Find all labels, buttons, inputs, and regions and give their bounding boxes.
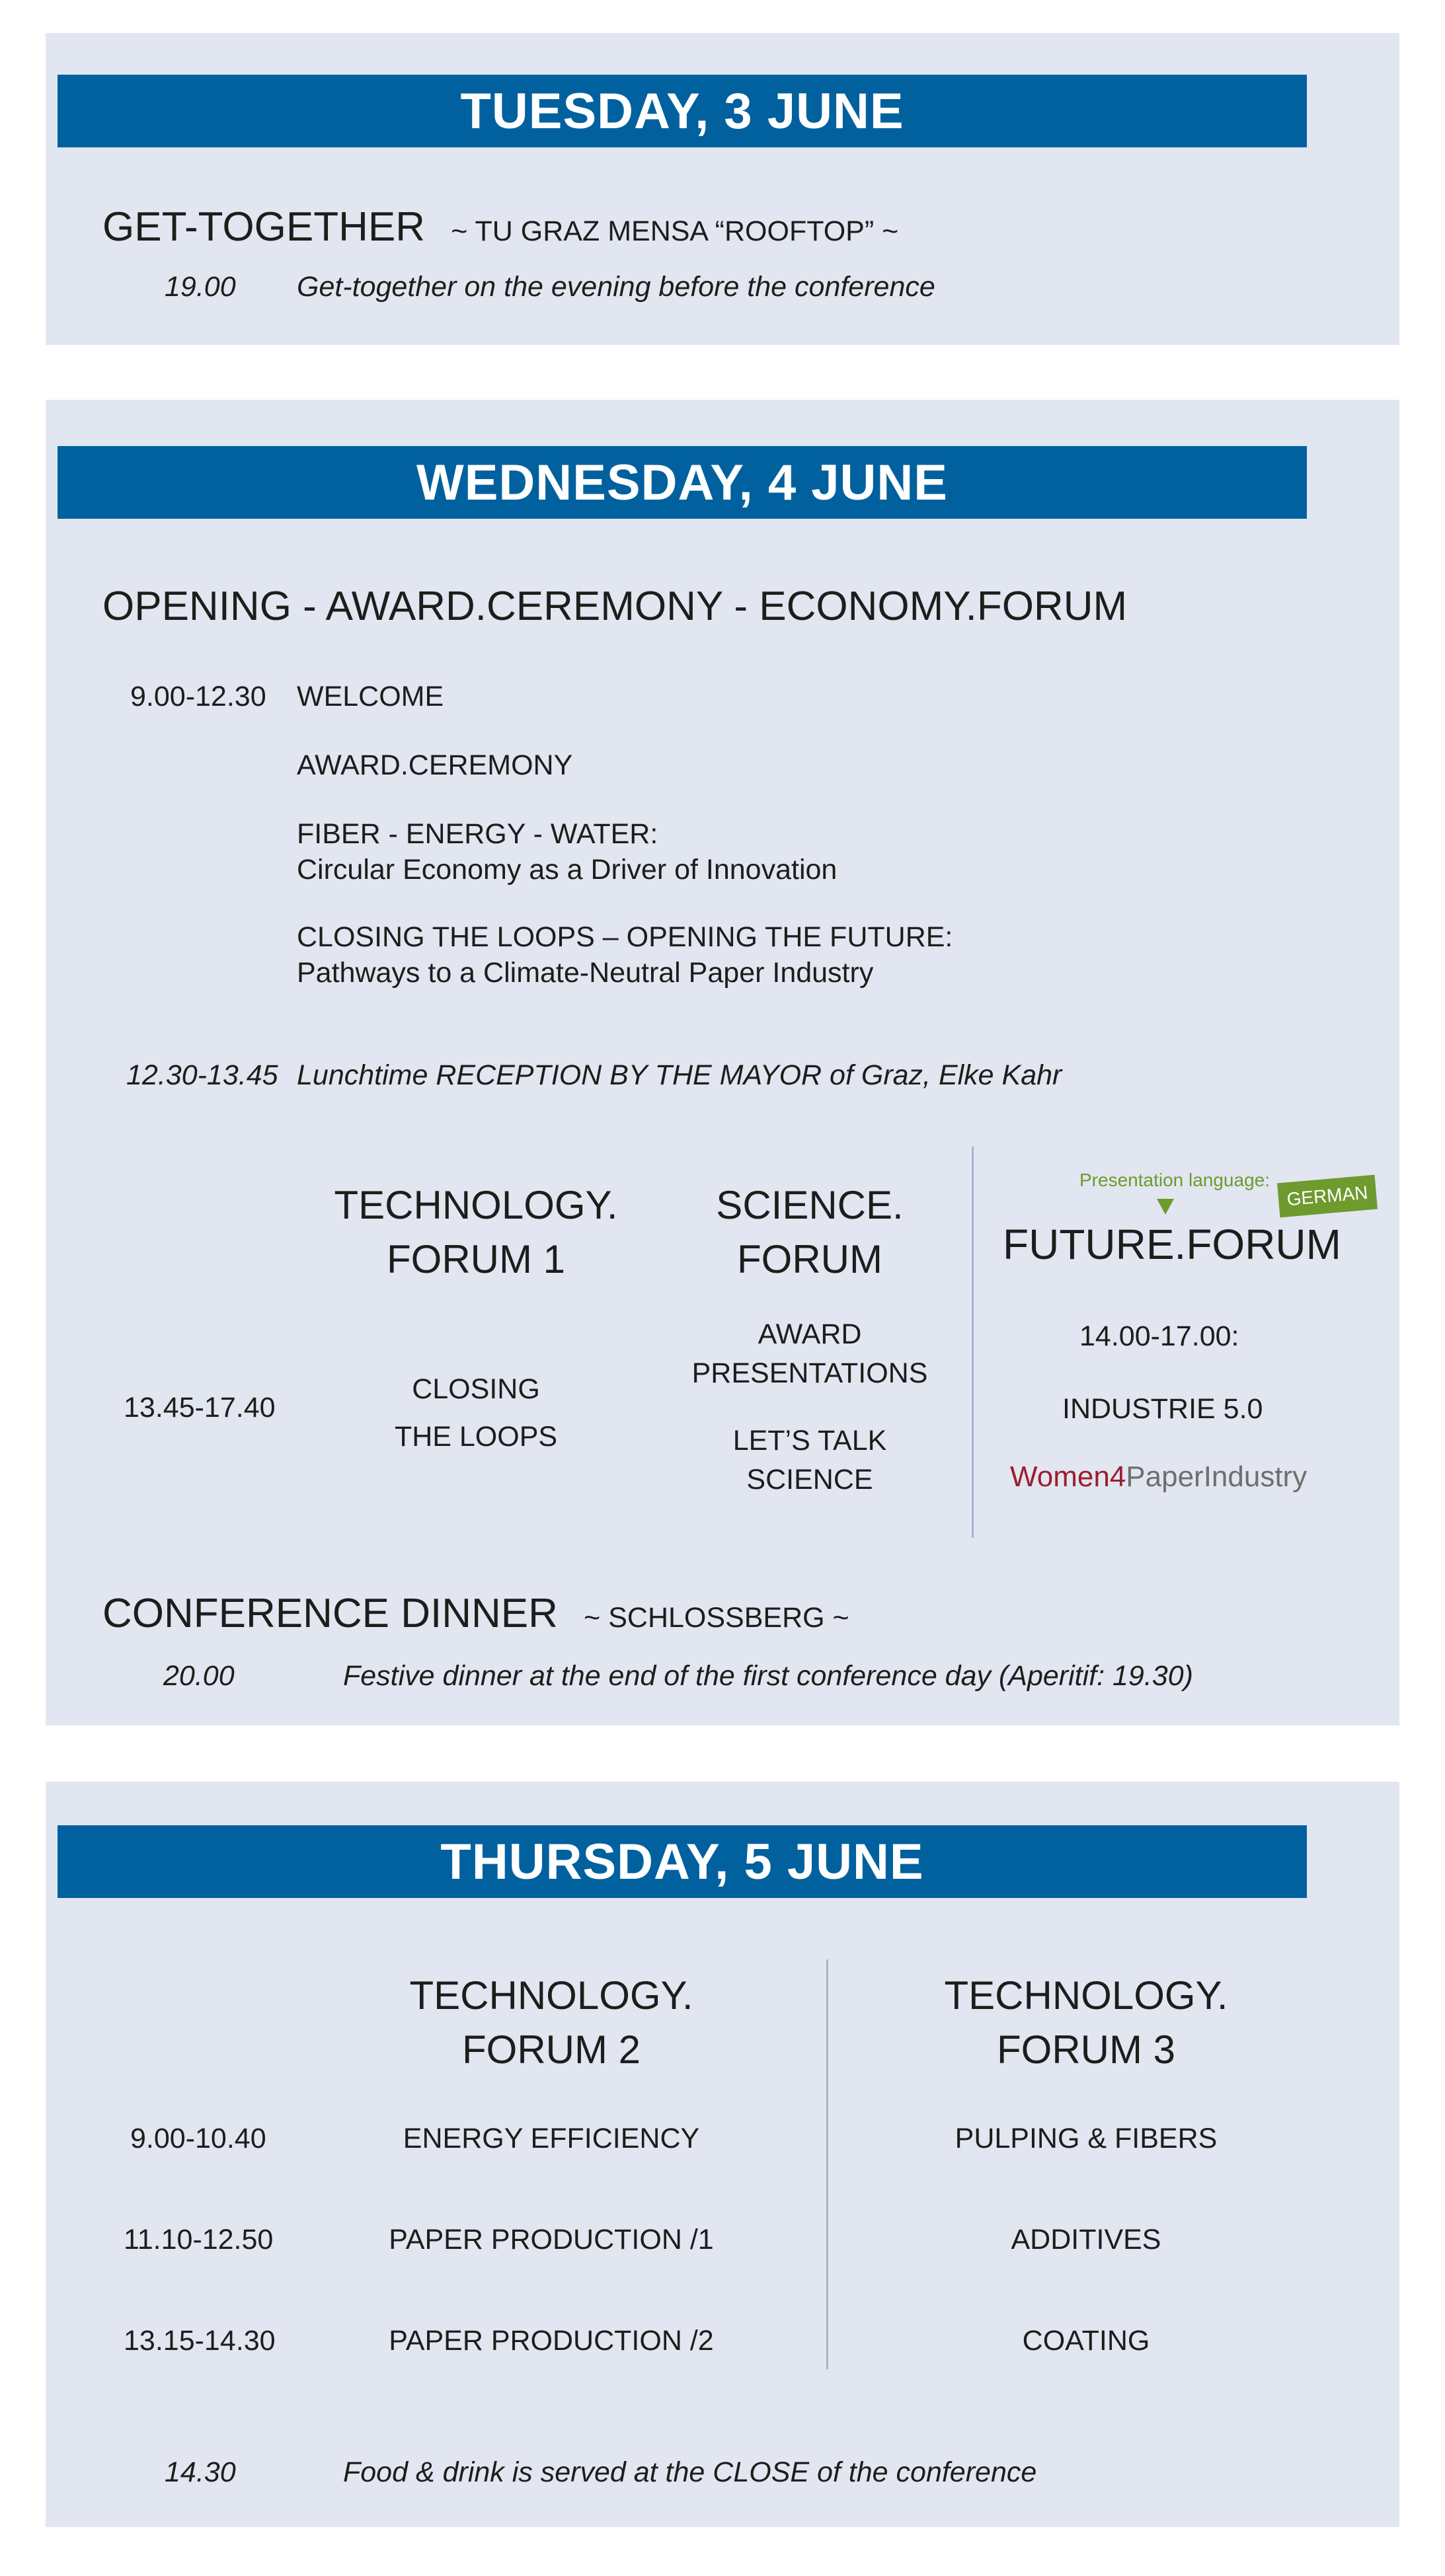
- get-together-location: ~ TU GRAZ MENSA “ROOFTOP” ~: [451, 215, 899, 247]
- technology-forum-1-title: [311, 1178, 641, 1287]
- science-forum-title: [661, 1178, 958, 1287]
- opening-heading: OPENING - AWARD.CEREMONY - ECONOMY.FORUM: [102, 584, 1128, 629]
- wednesday-banner: WEDNESDAY, 4 JUNE: [58, 446, 1307, 519]
- get-together-title: GET-TOGETHER: [102, 204, 426, 250]
- industrie-5-session: INDUSTRIE 5.0: [1062, 1393, 1263, 1425]
- thursday-row-3-forum-2: PAPER PRODUCTION /2: [389, 2325, 714, 2357]
- thursday-row-1-forum-2: ENERGY EFFICIENCY: [403, 2123, 700, 2154]
- down-arrow-icon: [1157, 1199, 1174, 1215]
- lunch-time: 12.30-13.45: [126, 1059, 278, 1091]
- lunch-desc: Lunchtime RECEPTION BY THE MAYOR of Graz, Elke Kahr: [297, 1059, 1062, 1091]
- thursday-banner: THURSDAY, 5 JUNE: [58, 1825, 1307, 1898]
- lets-talk-science-session: [661, 1421, 958, 1499]
- conference-dinner-time: 20.00: [163, 1660, 235, 1692]
- conference-dinner-desc: Festive dinner at the end of the first conference day (Aperitif: 19.30): [343, 1660, 1193, 1692]
- german-language-badge: GERMAN: [1277, 1175, 1378, 1218]
- award-ceremony-item: AWARD.CEREMONY: [297, 749, 573, 781]
- thursday-row-3-time: 13.15-14.30: [124, 2325, 276, 2357]
- thursday-row-2-forum-3: ADDITIVES: [1011, 2224, 1161, 2255]
- thursday-row-2-time: 11.10-12.50: [124, 2224, 274, 2255]
- technology-forum-1-line1: TECHNOLOGY.: [334, 1183, 618, 1227]
- future-forum-title: FUTURE.FORUM: [1003, 1221, 1341, 1268]
- thursday-row-3-forum-3: COATING: [1022, 2325, 1150, 2357]
- closing-the-loops-line2: THE LOOPS: [394, 1421, 558, 1453]
- conference-dinner-title: CONFERENCE DINNER: [102, 1591, 558, 1636]
- thursday-row-2-forum-2: PAPER PRODUCTION /1: [389, 2224, 714, 2255]
- fiber-energy-water-title: FIBER - ENERGY - WATER:: [297, 818, 658, 850]
- future-forum-time: 14.00-17.00:: [1079, 1320, 1239, 1352]
- award-presentations-line1: AWARD: [758, 1318, 862, 1350]
- conference-dinner-location: ~ SCHLOSSBERG ~: [584, 1602, 849, 1634]
- technology-forum-3-line1: TECHNOLOGY.: [944, 1973, 1228, 2018]
- presentation-language-label: Presentation language:: [1079, 1170, 1270, 1190]
- technology-forum-2-line2: FORUM 2: [462, 2027, 641, 2072]
- thursday-row-1-forum-3: PULPING & FIBERS: [955, 2123, 1218, 2154]
- close-desc: Food & drink is served at the CLOSE of the conference: [343, 2456, 1037, 2488]
- technology-forum-3-title: [921, 1969, 1251, 2077]
- closing-loops-subtitle: Pathways to a Climate-Neutral Paper Industry: [297, 957, 874, 989]
- science-forum-line2: FORUM: [737, 1237, 882, 1281]
- welcome-item: WELCOME: [297, 681, 444, 712]
- get-together-time: 19.00: [165, 271, 236, 303]
- future-forum-divider: [972, 1147, 974, 1538]
- logo-women-part: Women4: [1010, 1460, 1126, 1493]
- award-presentations-line2: PRESENTATIONS: [691, 1357, 928, 1389]
- award-presentations-session: [661, 1315, 958, 1393]
- get-together-heading: [102, 204, 898, 250]
- thursday-row-1-time: 9.00-10.40: [130, 2123, 266, 2154]
- fiber-energy-water-subtitle: Circular Economy as a Driver of Innovation: [297, 854, 838, 886]
- technology-forum-2-title: [386, 1969, 717, 2077]
- science-forum-line1: SCIENCE.: [716, 1183, 904, 1227]
- logo-paper-part: PaperIndustry: [1126, 1460, 1308, 1493]
- conference-dinner-heading: [102, 1590, 849, 1637]
- get-together-desc: Get-together on the evening before the conference: [297, 271, 935, 303]
- tuesday-banner: TUESDAY, 3 JUNE: [58, 75, 1307, 147]
- closing-loops-title: CLOSING THE LOOPS – OPENING THE FUTURE:: [297, 921, 953, 953]
- opening-time: 9.00-12.30: [130, 681, 266, 712]
- technology-forum-1-line2: FORUM 1: [387, 1237, 565, 1281]
- technology-forum-3-line2: FORUM 3: [997, 2027, 1175, 2072]
- lets-talk-science-line1: LET’S TALK: [732, 1425, 887, 1457]
- technology-forum-2-line1: TECHNOLOGY.: [409, 1973, 693, 2018]
- closing-the-loops-session: [344, 1365, 608, 1460]
- closing-the-loops-line1: CLOSING: [412, 1373, 540, 1405]
- close-time: 14.30: [165, 2456, 236, 2488]
- lets-talk-science-line2: SCIENCE: [746, 1464, 873, 1496]
- thursday-forum-divider: [826, 1959, 828, 2369]
- forum-time: 13.45-17.40: [124, 1392, 276, 1423]
- women4paperindustry-logo: [1010, 1460, 1307, 1494]
